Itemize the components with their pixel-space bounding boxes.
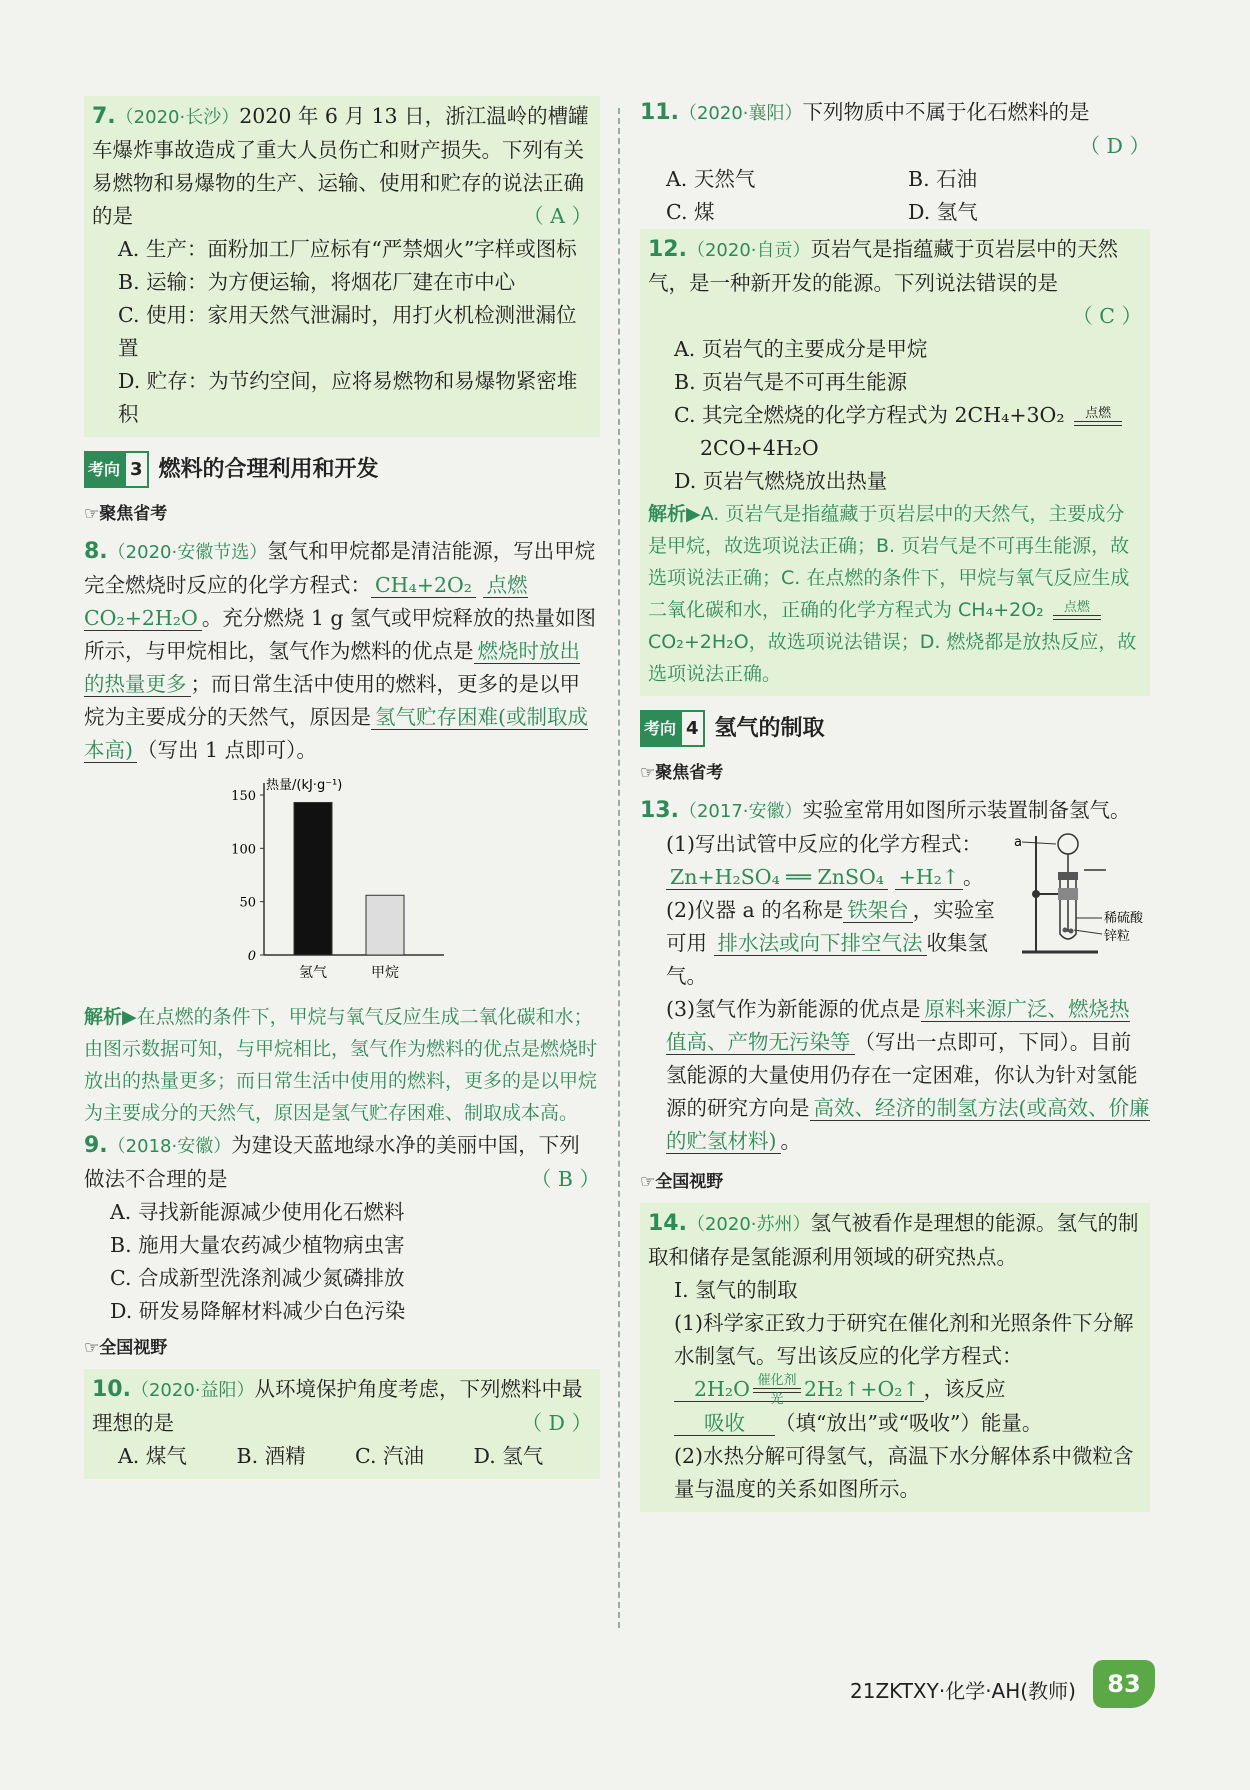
option-c: C. 使用：家用天然气泄漏时，用打火机检测泄漏位置: [118, 303, 577, 360]
subheading-focus: ☞聚焦省考: [84, 504, 168, 524]
option-b: B. 酒精: [236, 1444, 306, 1468]
hand-pointer-icon: ☞: [640, 1172, 656, 1192]
y-axis-label: 热量/(kJ·g⁻¹): [266, 778, 343, 793]
section-title: 燃料的合理利用和开发: [158, 457, 379, 482]
answer: （ B ）: [530, 1167, 600, 1191]
y-tick-label: 150: [231, 789, 256, 804]
section-tag: 考向: [84, 451, 124, 488]
answer: （ C ）: [1072, 304, 1142, 328]
option-d: D. 氢气: [473, 1444, 544, 1468]
hand-pointer-icon: ☞: [84, 1338, 100, 1358]
column-divider: [618, 108, 620, 1628]
footer-code: 21ZKTXY·化学·AH(教师): [850, 1679, 1076, 1703]
answer-blank: +H₂↑: [895, 865, 963, 890]
option-a: A. 煤气: [118, 1444, 187, 1468]
question-number: 12.: [648, 237, 687, 262]
right-column: [640, 96, 1150, 1512]
question-13: 13.（2017·安徽）实验室常用如图所示装置制备氢气。 a 稀硫酸 锌粒 (1)写出试管中反应的化学方程式：Zn+H₂SO₄ ══ ZnSO₄ +H₂↑ 。 (2)仪器 a 的名称是 铁架台 ，实验室可用 排水法或向下排空气法 收集氢气。 (3)氢气作为新能源的优点是 原料来源广泛、燃烧热值高、产物无污染等 （写出一点即可，下同）。目前氢能源的大量使用仍存在一定困难，你认为针对氢能源的研究方向是 高效、经济的制氢方法(或高效、价廉的贮氢材料) 。: [640, 794, 1150, 1158]
apparatus-svg: [1010, 822, 1150, 962]
sub-question-1: (1)写出试管中反应的化学方程式：Zn+H₂SO₄ ══ ZnSO₄ +H₂↑ 。: [666, 832, 984, 889]
option-c: C. 其完全燃烧的化学方程式为 2CH₄+3O₂ 点燃 2CO+4H₂O: [648, 399, 1142, 465]
option-b: B. 运输：为方便运输，将烟花厂建在市中心: [118, 270, 516, 294]
section-number: 4: [680, 710, 705, 747]
reaction-condition: 催化剂 光: [753, 1374, 801, 1407]
question-7: [84, 96, 600, 437]
section-label: Ⅰ. 氢气的制取: [674, 1278, 798, 1302]
answer-blank: 吸收: [674, 1411, 775, 1436]
answer-blank: 点燃 CO₂+2H₂O: [84, 573, 528, 630]
answer-blank: 2H₂O 催化剂 光 2H₂↑+O₂↑: [674, 1377, 924, 1402]
y-tick-label: 100: [231, 842, 256, 858]
question-source: （2020·安徽节选）: [107, 542, 268, 563]
question-source: （2020·益阳）: [130, 1380, 255, 1401]
question-9: 9.（2018·安徽）为建设天蓝地绿水净的美丽中国，下列做法不合理的是 （ B ） A. 寻找新能源减少使用化石燃料 B. 施用大量农药减少植物病虫害 C. 合成新型洗涤剂减少氮磷排放 D. 研发易降解材料减少白色污染: [84, 1129, 600, 1328]
y-tick-label: 0: [247, 949, 256, 964]
options: [92, 1440, 592, 1473]
chart-svg: [204, 775, 464, 985]
question-stem: 2020 年 6 月 13 日，浙江温岭的槽罐车爆炸事故造成了重大人员伤亡和财产损失。下列有关易燃物和易爆物的生产、运输、使用和贮存的说法正确的是: [92, 104, 589, 228]
reaction-condition: 点燃: [1053, 601, 1101, 620]
answer-blank: 排水法或向下排空气法: [714, 931, 927, 956]
y-tick-label: 50: [239, 895, 256, 911]
answer-blank: CH₄+2O₂: [371, 573, 476, 598]
x-tick-label: 甲烷: [371, 965, 399, 981]
question-number: 9.: [84, 1133, 108, 1158]
option-b: B. 页岩气是不可再生能源: [674, 370, 908, 394]
option-a: A. 生产：面粉加工厂应标有“严禁烟火”字样或图标: [118, 237, 577, 261]
option-a: A. 寻找新能源减少使用化石燃料: [110, 1200, 405, 1224]
answer-blank: 高效、经济的制氢方法(或高效、价廉的贮氢材料): [666, 1096, 1150, 1153]
heat-bar-chart: [204, 775, 600, 995]
sub-question-2: (2)仪器 a 的名称是 铁架台 ，实验室可用 排水法或向下排空气法 收集氢气。: [666, 898, 995, 988]
question-source: （2020·自贡）: [686, 240, 811, 261]
bar-hydrogen: [294, 802, 332, 955]
answer-blank: 铁架台: [843, 898, 913, 923]
option-d: D. 氢气: [908, 200, 978, 224]
option-c: C. 煤: [666, 200, 715, 224]
section-heading-3: [84, 451, 600, 488]
left-column: [84, 96, 600, 1479]
label-a: a: [1014, 835, 1022, 850]
section-heading-4: [640, 710, 1150, 747]
section-title: 氢气的制取: [714, 716, 825, 741]
option-d: D. 贮存：为节约空间，应将易燃物和易爆物紧密堆积: [118, 369, 578, 426]
option-d: D. 页岩气燃烧放出热量: [674, 469, 888, 493]
hydrogen-apparatus-diagram: [1010, 822, 1150, 972]
answer-blank: 原料来源广泛、燃烧热值高、产物无污染等: [666, 997, 1130, 1054]
question-8: 8.（2020·安徽节选）氢气和甲烷都是清洁能源，写出甲烷完全燃烧时反应的化学方程式： CH₄+2O₂ 点燃 CO₂+2H₂O 。充分燃烧 1 g 氢气或甲烷释放的热量如图所示，与甲烷相比，氢气作为燃料的优点是 燃烧时放出的热量更多 ；而日常生活中使用的燃料，更多的是以甲烷为主要成分的天然气，原因是 氢气贮存困难(或制取成本高) （写出 1 点即可）。: [84, 539, 597, 762]
answer: （ D ）: [1079, 134, 1150, 158]
question-number: 13.: [640, 798, 679, 823]
question-number: 11.: [640, 100, 679, 125]
option-c: C. 合成新型洗涤剂减少氮磷排放: [110, 1266, 405, 1290]
bar-methane: [366, 895, 404, 955]
question-source: （2020·苏州）: [686, 1214, 811, 1235]
page-number: 83: [1093, 1660, 1155, 1708]
sub-question-1: (1)科学家正致力于研究在催化剂和光照条件下分解水制氢气。写出该反应的化学方程式： 2H₂O 催化剂 光 2H₂↑+O₂↑ ，该反应 吸收 （填“放出”或“吸收”）能量。: [674, 1311, 1134, 1435]
option-c: C. 汽油: [355, 1444, 424, 1468]
explanation-tag: 解析▶: [648, 503, 701, 525]
option-d: D. 研发易降解材料减少白色污染: [110, 1299, 406, 1323]
options: [640, 163, 1150, 229]
question-12: 12.（2020·自贡）页岩气是指蕴藏于页岩层中的天然气，是一种新开发的能源。下列说法错误的是 （ C ） A. 页岩气的主要成分是甲烷 B. 页岩气是不可再生能源 C. 其完全燃烧的化学方程式为 2CH₄+3O₂ 点燃 2CO+4H₂O D. 页岩气燃烧放出热量 解析▶A. 页岩气是指蕴藏于页岩层中的天然气，主要成分是甲烷，故选项说法正确；B. 页岩气是不可再生能源，故选项说法正确；C. 在点燃的条件下，甲烷与氧气反应生成二氧化碳和水，正确的化学方程式为 CH₄+2O₂ 点燃 CO₂+2H₂O，故选项说法错误；D. 燃烧都是放热反应，故选项说法正确。: [640, 229, 1150, 696]
answer-blank: Zn+H₂SO₄ ══ ZnSO₄: [666, 865, 888, 890]
question-number: 14.: [648, 1211, 687, 1236]
question-source: （2018·安徽）: [107, 1136, 232, 1157]
hand-pointer-icon: ☞: [640, 763, 656, 783]
question-source: （2017·安徽）: [678, 801, 803, 822]
option-b: B. 施用大量农药减少植物病虫害: [110, 1233, 405, 1257]
question-source: （2020·襄阳）: [678, 103, 803, 124]
sub-question-2: (2)水热分解可得氢气，高温下水分解体系中微粒含量与温度的关系如图所示。: [674, 1444, 1134, 1501]
answer-blank: 燃烧时放出的热量更多: [84, 639, 580, 696]
x-tick-label: 氢气: [299, 965, 327, 981]
section-tag: 考向: [640, 710, 680, 747]
section-number: 3: [124, 451, 149, 488]
answer: （ A ）: [523, 204, 592, 228]
answer: （ D ）: [521, 1411, 592, 1435]
question-number: 8.: [84, 539, 108, 564]
subheading-national: ☞全国视野: [84, 1338, 168, 1358]
option-a: A. 天然气: [666, 167, 756, 191]
sub-question-3: (3)氢气作为新能源的优点是 原料来源广泛、燃烧热值高、产物无污染等 （写出一点即可，下同）。目前氢能源的大量使用仍存在一定困难，你认为针对氢能源的研究方向是 高效、经济的制氢方法(或高效、价廉的贮氢材料) 。: [666, 997, 1150, 1153]
label-zinc: 锌粒: [1104, 929, 1131, 944]
question-14: 14.（2020·苏州）氢气被看作是理想的能源。氢气的制取和储存是氢能源利用领域的研究热点。 Ⅰ. 氢气的制取 (1)科学家正致力于研究在催化剂和光照条件下分解水制氢气。写出该反应的化学方程式： 2H₂O 催化剂 光 2H₂↑+O₂↑ ，该反应 吸收 （填“放出”或“吸收”）能量。 (2)水热分解可得氢气，高温下水分解体系中微粒含量与温度的关系如图所示。: [640, 1203, 1150, 1512]
explanation-8: 解析▶在点燃的条件下，甲烷与氧气反应生成二氧化碳和水；由图示数据可知，与甲烷相比，氢气作为燃料的优点是燃烧时放出的热量更多；而日常生活中使用的燃料，更多的是以甲烷为主要成分的天然气，原因是氢气贮存困难、制取成本高。: [84, 1006, 598, 1124]
question-number: 7.: [92, 104, 116, 129]
hand-pointer-icon: ☞: [84, 504, 100, 524]
answer-blank: 氢气贮存困难(或制取成本高): [84, 705, 588, 762]
question-10: 10.（2020·益阳）从环境保护角度考虑，下列燃料中最理想的是 （ D ） A. 煤气 B. 酒精 C. 汽油 D. 氢气: [84, 1369, 600, 1479]
option-a: A. 页岩气的主要成分是甲烷: [674, 337, 928, 361]
question-11: 11.（2020·襄阳）下列物质中不属于化石燃料的是 （ D ） A. 天然气 B. 石油 C. 煤 D. 氢气: [640, 96, 1150, 229]
question-number: 10.: [92, 1377, 131, 1402]
subheading-national: ☞全国视野: [640, 1172, 724, 1192]
reaction-condition: 点燃: [1074, 407, 1122, 426]
option-b: B. 石油: [908, 167, 978, 191]
explanation-tag: 解析▶: [84, 1006, 137, 1028]
subheading-focus: ☞聚焦省考: [640, 763, 724, 783]
explanation-12: 解析▶A. 页岩气是指蕴藏于页岩层中的天然气，主要成分是甲烷，故选项说法正确；B. 页岩气是不可再生能源，故选项说法正确；C. 在点燃的条件下，甲烷与氧气反应生成二氧化碳和水，正确的化学方程式为 CH₄+2O₂ 点燃 CO₂+2H₂O，故选项说法错误；D. 燃烧都是放热反应，故选项说法正确。: [648, 503, 1137, 685]
question-source: （2020·长沙）: [115, 107, 240, 128]
label-acid: 稀硫酸: [1104, 911, 1144, 926]
